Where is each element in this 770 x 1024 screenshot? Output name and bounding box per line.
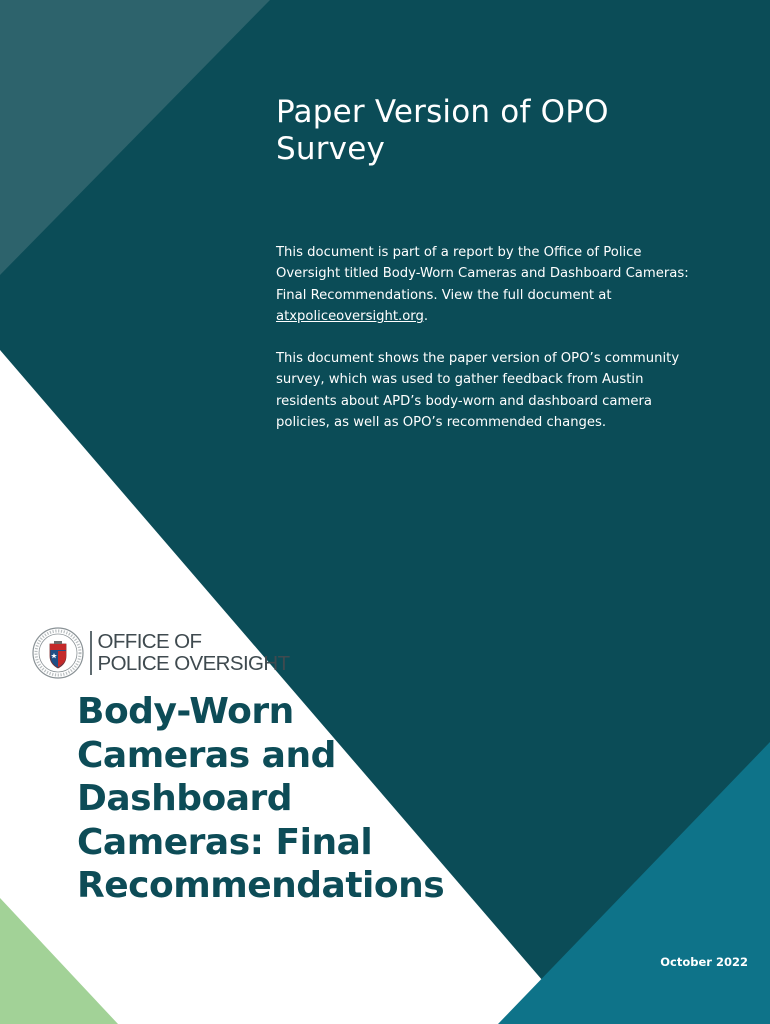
intro-paragraph-1-text: This document is part of a report by the Office of Police Oversight titled Body-Worn Cameras and Dashboard Cameras: Final Recommendations. View the full document at — [276, 245, 689, 303]
intro-paragraph-1-end: . — [423, 308, 429, 324]
intro-paragraph-2: This document shows the paper version of OPO’s community survey, which was used to gather feedback from Austin residents about APD’s body-worn and dashboard camera policies, as well as OPO’s recommended changes. — [276, 351, 680, 431]
report-title — [77, 690, 547, 908]
logo-line-2: POLICE OVERSIGHT — [97, 652, 290, 675]
intro-heading-line1: Paper Version of OPO — [276, 94, 609, 130]
intro-heading-line2: Survey — [276, 131, 386, 167]
intro-heading — [276, 94, 706, 168]
oversight-website-link[interactable]: atxpoliceoversight.org — [276, 308, 424, 324]
intro-block — [276, 94, 706, 454]
publication-date: October 2022 — [660, 955, 748, 969]
title-line: Cameras and — [77, 734, 336, 776]
intro-paragraph-1 — [276, 242, 706, 327]
title-line: Recommendations — [77, 865, 445, 906]
city-seal-icon — [32, 627, 84, 679]
opo-logo — [32, 625, 290, 681]
logo-wordmark — [98, 631, 290, 675]
title-line: Body-Worn — [77, 691, 294, 732]
title-line: Dashboard — [77, 778, 293, 819]
logo-line-1: OFFICE OF — [97, 630, 202, 653]
title-line: Cameras: Final — [77, 821, 373, 863]
logo-divider — [90, 631, 92, 675]
